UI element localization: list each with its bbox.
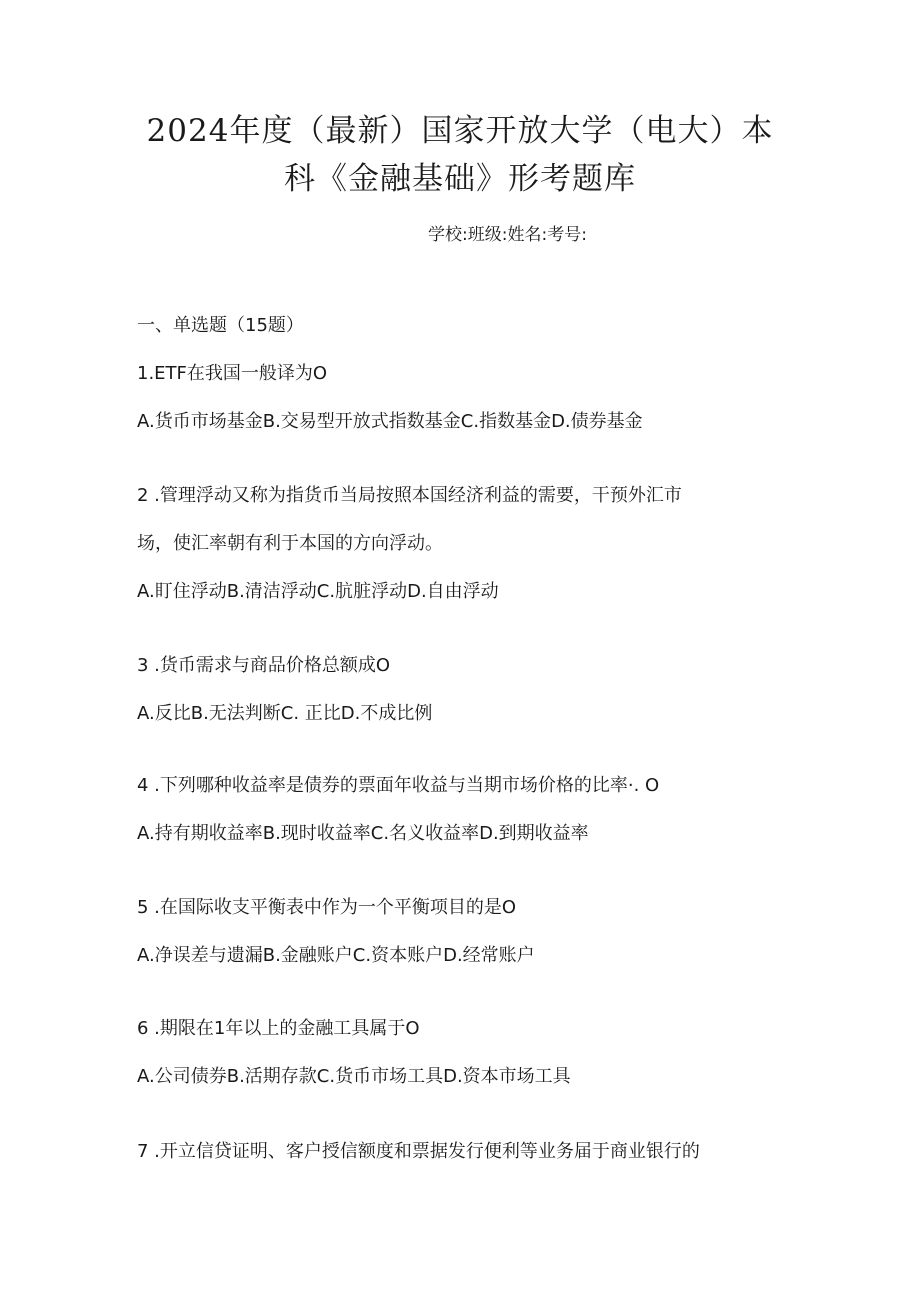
question-7: 7 .开立信贷证明、客户授信额度和票据发行便利等业务届于商业银行的 <box>137 1141 700 1162</box>
section-heading: 一、单选题（15题） <box>137 315 304 336</box>
question-5: 5 .在国际收支平衡表中作为一个平衡项目的是O <box>137 897 517 918</box>
question-3-options: A.反比B.无法判断C. 正比D.不成比例 <box>137 703 433 724</box>
question-3: 3 .货币需求与商品价格总额成O <box>137 655 391 676</box>
document-title-line-2: 科《金融基础》形考题库 <box>284 161 636 197</box>
question-1-options: A.货币市场基金B.交易型开放式指数基金C.指数基金D.债券基金 <box>137 411 643 432</box>
student-info-line: 学校:班级:姓名:考号: <box>428 225 587 245</box>
document-title-line-1: 2024年度（最新）国家开放大学（电大）本 <box>146 113 774 149</box>
question-4-options: A.持有期收益率B.现时收益率C.名义收益率D.到期收益率 <box>137 823 589 844</box>
question-2-line-1: 2 .管理浮动又称为指货币当局按照本国经济利益的需要，干预外汇市 <box>137 485 682 506</box>
question-6: 6 .期限在1年以上的金融工具属于O <box>137 1018 420 1039</box>
question-1: 1.ETF在我国一般译为O <box>137 363 328 384</box>
question-4: 4 .下列哪种收益率是债券的票面年收益与当期市场价格的比率·. O <box>137 775 660 796</box>
question-6-options: A.公司债券B.活期存款C.货币市场工具D.资本市场工具 <box>137 1066 571 1087</box>
question-2-line-2: 场，使汇率朝有利于本国的方向浮动。 <box>137 533 443 554</box>
question-2-options: A.盯住浮动B.清洁浮动C.肮脏浮动D.自由浮动 <box>137 581 499 602</box>
question-5-options: A.净误差与遗漏B.金融账户C.资本账户D.经常账户 <box>137 945 535 966</box>
